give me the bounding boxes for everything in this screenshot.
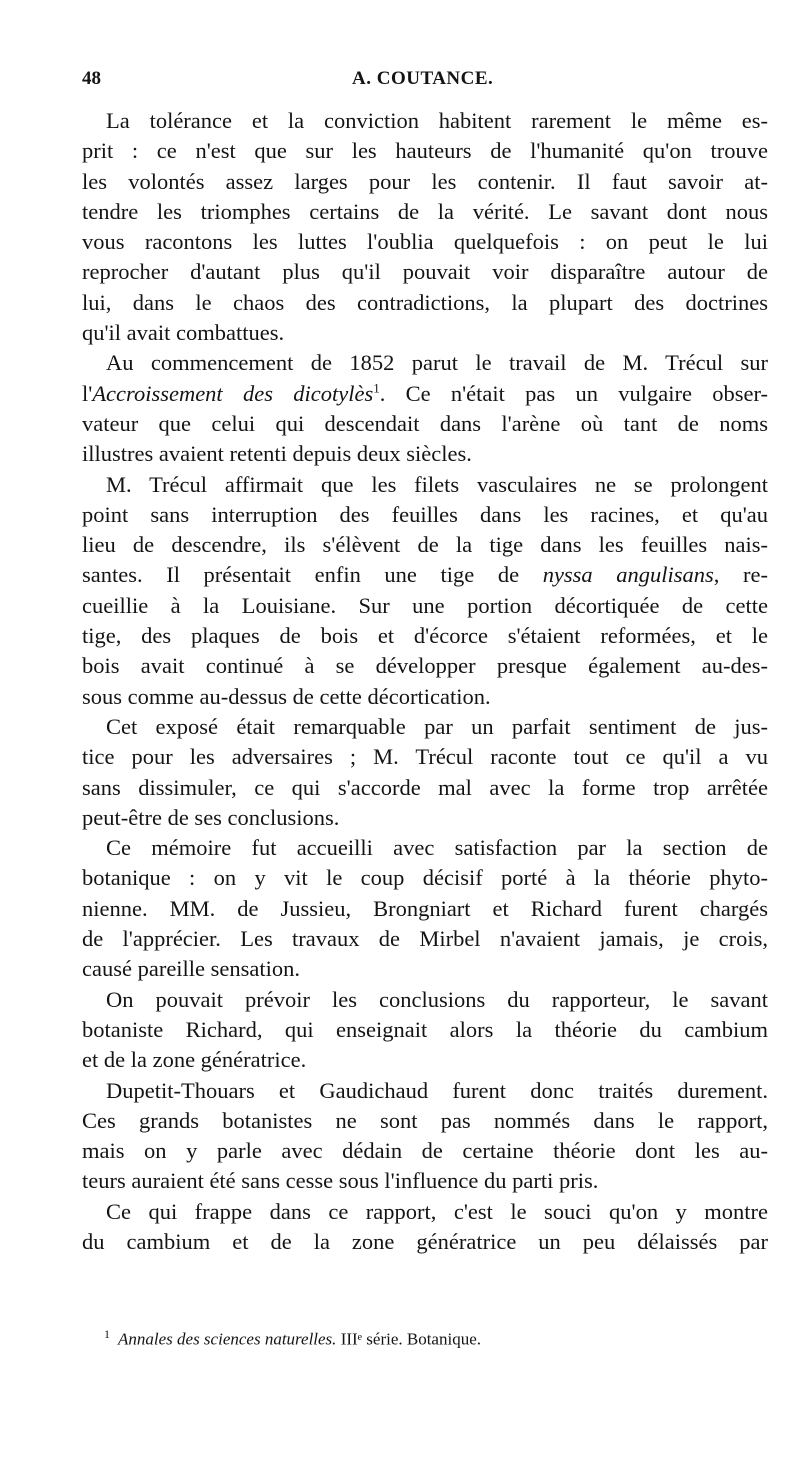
text-line: bois avait continué à se développer presque également au-des- (82, 653, 768, 679)
text-line: les volontés assez larges pour les contenir. Il faut savoir at- (82, 168, 768, 194)
footnote-detail: IIIᵉ série. Botanique. (336, 1329, 481, 1349)
paragraph (82, 348, 768, 469)
text-line: Ces grands botanistes ne sont pas nommés dans le rapport, (82, 1107, 768, 1133)
text-line: sans dissimuler, ce qui s'accorde mal avec la forme trop arrêtée (82, 774, 768, 800)
paragraph (82, 470, 768, 712)
paragraph (82, 712, 768, 833)
paragraph (82, 833, 768, 984)
text-line: qu'il avait combattues. (82, 320, 285, 346)
text-line: reprocher d'autant plus qu'il pouvait voir disparaître autour de (82, 259, 768, 285)
running-title: A. COUTANCE. (352, 68, 494, 89)
text-line: l'Accroissement des dicotylès$^1$. Ce n'était pas un vulgaire obser- (82, 380, 768, 406)
text-line: botaniste Richard, qui enseignait alors la théorie du cambium (82, 1016, 768, 1042)
text-line: vateur que celui qui descendait dans l'arène où tant de noms (82, 410, 768, 436)
text-line: teurs auraient été sans cesse sous l'influence du parti pris. (82, 1168, 599, 1194)
text-line: sous comme au-dessus de cette décortication. (82, 683, 491, 709)
text-line: Ce mémoire fut accueilli avec satisfaction par la section de (106, 835, 768, 861)
text-line: botanique : on y vit le coup décisif porté à la théorie phyto- (82, 865, 768, 891)
text-line: point sans interruption des feuilles dans les racines, et qu'au (82, 501, 768, 527)
text-line: Cet exposé était remarquable par un parfait sentiment de jus- (106, 713, 768, 739)
text-line: causé pareille sensation. (82, 956, 301, 982)
text-line: nienne. MM. de Jussieu, Brongniart et Richard furent chargés (82, 895, 768, 921)
text-line: lui, dans le chaos des contradictions, la plupart des doctrines (82, 289, 768, 315)
text-line: peut-être de ses conclusions. (82, 804, 340, 830)
text-line: Ce qui frappe dans ce rapport, c'est le souci qu'on y montre (106, 1198, 768, 1224)
text-line: tice pour les adversaires ; M. Trécul raconte tout ce qu'il a vu (82, 744, 768, 770)
text-line: Dupetit-Thouars et Gaudichaud furent donc traités durement. (106, 1077, 768, 1103)
text-line: cueillie à la Louisiane. Sur une portion décortiquée de cette (82, 592, 768, 618)
text-line: vous racontons les luttes l'oublia quelquefois : on peut le lui (82, 229, 768, 255)
body-text (82, 106, 768, 1257)
text-line: lieu de descendre, ils s'élèvent de la tige dans les feuilles nais- (82, 532, 768, 558)
paragraph (82, 106, 768, 348)
footnote-source: Annales des sciences naturelles. (118, 1329, 337, 1349)
footnote-reference: 1 (373, 380, 380, 396)
text-line: de l'apprécier. Les travaux de Mirbel n'avaient jamais, je crois, (82, 926, 768, 952)
text-line: du cambium et de la zone génératrice un peu délaissés par (82, 1228, 768, 1254)
text-line: mais on y parle avec dédain de certaine théorie dont les au- (82, 1138, 768, 1164)
footnote-mark: 1 (104, 1327, 110, 1341)
running-header (82, 66, 768, 96)
footnote (104, 1327, 764, 1350)
text-line: et de la zone génératrice. (82, 1047, 307, 1073)
text-line: prit : ce n'est que sur les hauteurs de l'humanité qu'on trouve (82, 138, 768, 164)
italic-title: Accroissement des dicotylès (92, 380, 374, 406)
text-line: La tolérance et la conviction habitent rarement le même es- (106, 108, 768, 133)
paragraph (82, 1076, 768, 1197)
text-line: On pouvait prévoir les conclusions du rapporteur, le savant (106, 986, 768, 1012)
text-line: santes. Il présentait enfin une tige de nyssa angulisans, re- (82, 562, 768, 588)
text-line: M. Trécul affirmait que les filets vasculaires ne se prolongent (106, 471, 768, 497)
text-line: tendre les triomphes certains de la vérité. Le savant dont nous (82, 198, 768, 224)
text-line: Au commencement de 1852 parut le travail de M. Trécul sur (106, 350, 768, 376)
text-line: illustres avaient retenti depuis deux siècles. (82, 441, 472, 467)
page-number: 48 (82, 68, 101, 89)
paragraph (82, 985, 768, 1076)
paragraph (82, 1197, 768, 1258)
italic-title: nyssa angulisans (542, 562, 714, 588)
text-line: tige, des plaques de bois et d'écorce s'étaient reformées, et le (82, 623, 768, 649)
